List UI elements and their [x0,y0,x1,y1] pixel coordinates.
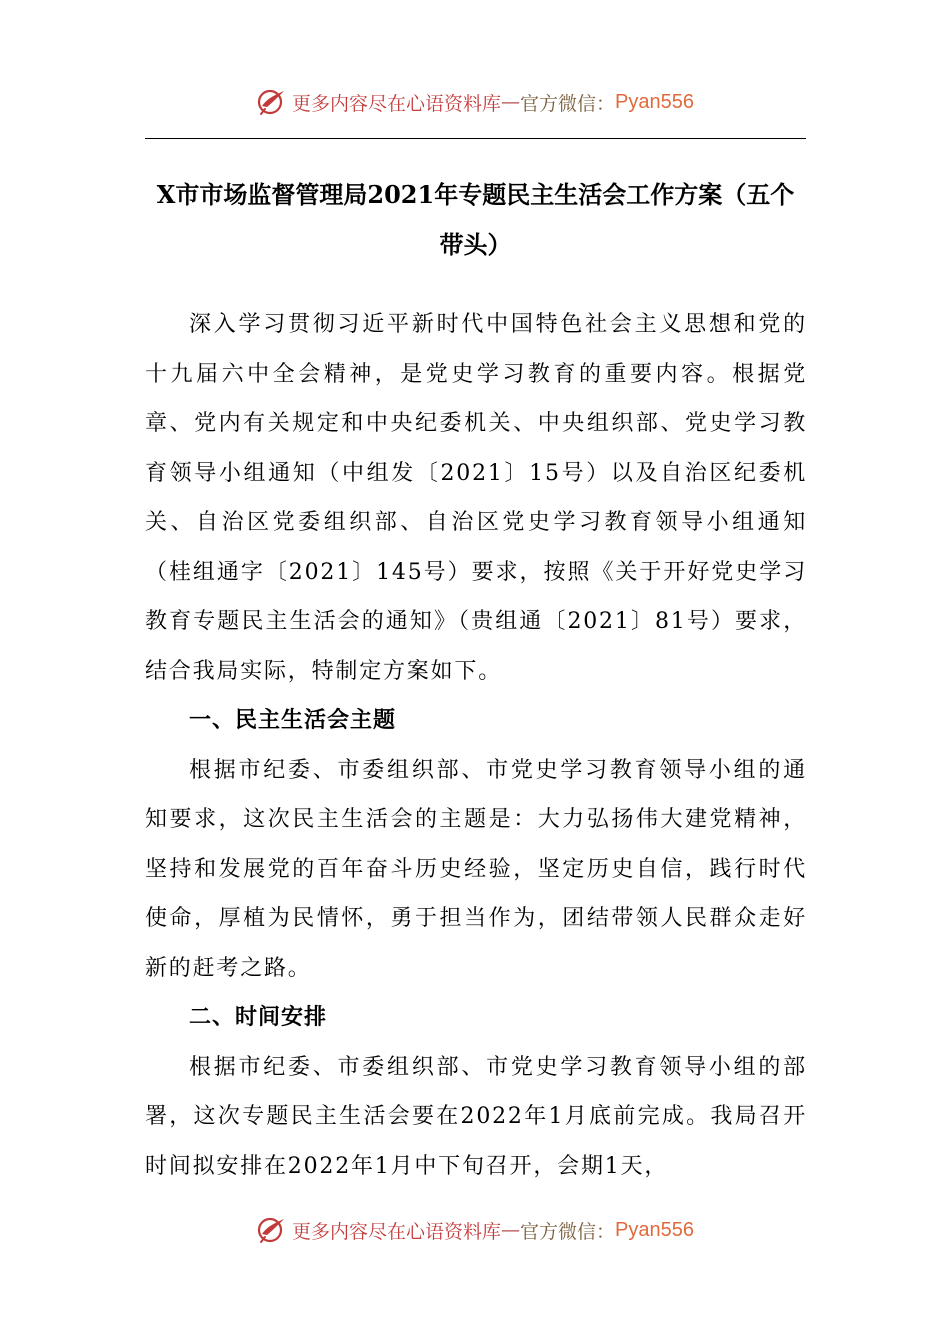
header-wechat-handle: Pyan556 [615,90,694,113]
quill-logo-icon [256,1214,288,1246]
footer-promo-text: 更多内容尽在心语资料库 [292,1220,502,1243]
document-body [145,300,807,1191]
footer-wechat-label: 官方微信： [520,1220,616,1243]
header-banner [0,82,950,122]
section-1-heading: 一、民主生活会主题 [189,708,397,733]
header-separator: — [501,91,521,113]
section-1-paragraph: 根据市纪委、市委组织部、市党史学习教育领导小组的通知要求，这次民主生活会的主题是：大力弘扬伟大建党精神，坚持和发展党的百年奋斗历史经验，坚定历史自信，践行时代使命，厚植为民情怀，勇于担当作为，团结带领人民群众走好新的赶考之路。 [145,757,807,981]
footer-banner [0,1210,950,1250]
quill-logo-icon [256,86,288,118]
section-2-heading: 二、时间安排 [189,1005,328,1030]
header-divider [145,138,806,139]
header-promo-text: 更多内容尽在心语资料库 [292,92,502,115]
document-title: X市市场监督管理局2021年专题民主生活会工作方案（五个带头） [156,180,795,259]
section-2-paragraph: 根据市纪委、市委组织部、市党史学习教育领导小组的部署，这次专题民主生活会要在2022年1月底前完成。我局召开时间拟安排在2022年1月中下旬召开，会期1天， [145,1054,807,1179]
header-wechat-label: 官方微信： [520,92,616,115]
intro-paragraph: 深入学习贯彻习近平新时代中国特色社会主义思想和党的十九届六中全会精神，是党史学习教育的重要内容。根据党章、党内有关规定和中央纪委机关、中央组织部、党史学习教育领导小组通知（中组发〔2021〕15号）以及自治区纪委机关、自治区党委组织部、自治区党史学习教育领导小组通知（桂组通字〔2021〕145号）要求，按照《关于开好党史学习教育专题民主生活会的通知》（贵组通〔2021〕81号）要求，结合我局实际，特制定方案如下。 [145,312,807,684]
footer-separator: — [501,1219,521,1241]
footer-wechat-handle: Pyan556 [615,1218,694,1241]
